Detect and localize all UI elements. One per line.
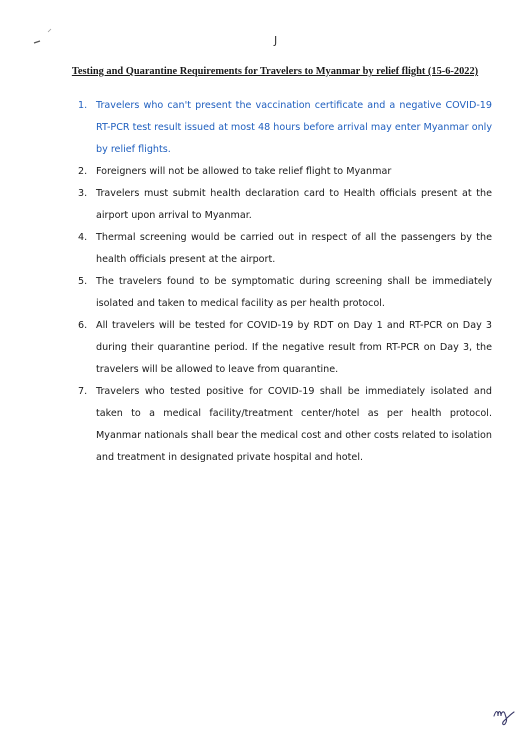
requirement-number: 5. [78, 276, 88, 287]
document-title: Testing and Quarantine Requirements for Travelers to Myanmar by relief flight (15-6-2022) [71, 66, 479, 77]
requirement-item-3 [78, 183, 492, 227]
requirement-number: 1. [78, 100, 88, 111]
page-mark: J [274, 34, 278, 47]
requirement-number: 6. [78, 320, 88, 331]
requirement-text: Travelers who tested positive for COVID-19 shall be immediately isolated and taken to a medical facility/treatment center/hotel as per health protocol. Myanmar nationals shall bear the medical cost and other costs related to isolation and treatment in designated private hospital and hotel. [96, 386, 492, 463]
requirement-number: 3. [78, 188, 88, 199]
requirement-number: 2. [78, 166, 88, 177]
requirement-item-2 [78, 161, 492, 183]
requirement-text: All travelers will be tested for COVID-19 by RDT on Day 1 and RT-PCR on Day 3 during their quarantine period. If the negative result from RT-PCR on Day 3, the travelers will be allowed to leave from quarantine. [96, 320, 492, 375]
requirement-text: Travelers must submit health declaration card to Health officials present at the airport upon arrival to Myanmar. [96, 188, 492, 221]
handwritten-initials [492, 704, 516, 726]
requirement-item-1 [78, 95, 492, 161]
requirement-text: Foreigners will not be allowed to take relief flight to Myanmar [96, 166, 392, 177]
requirement-item-6 [78, 315, 492, 381]
requirement-text: The travelers found to be symptomatic during screening shall be immediately isolated and taken to medical facility as per health protocol. [96, 276, 492, 309]
requirement-item-4 [78, 227, 492, 271]
requirements-list [78, 95, 492, 469]
corner-scratch-mark [32, 28, 58, 48]
requirement-number: 7. [78, 386, 88, 397]
requirement-item-7 [78, 381, 492, 469]
requirement-text: Thermal screening would be carried out in respect of all the passengers by the health officials present at the airport. [96, 232, 492, 265]
requirement-number: 4. [78, 232, 88, 243]
requirement-item-5 [78, 271, 492, 315]
requirement-text: Travelers who can't present the vaccination certificate and a negative COVID-19 RT-PCR test result issued at most 48 hours before arrival may enter Myanmar only by relief flights. [96, 100, 492, 155]
